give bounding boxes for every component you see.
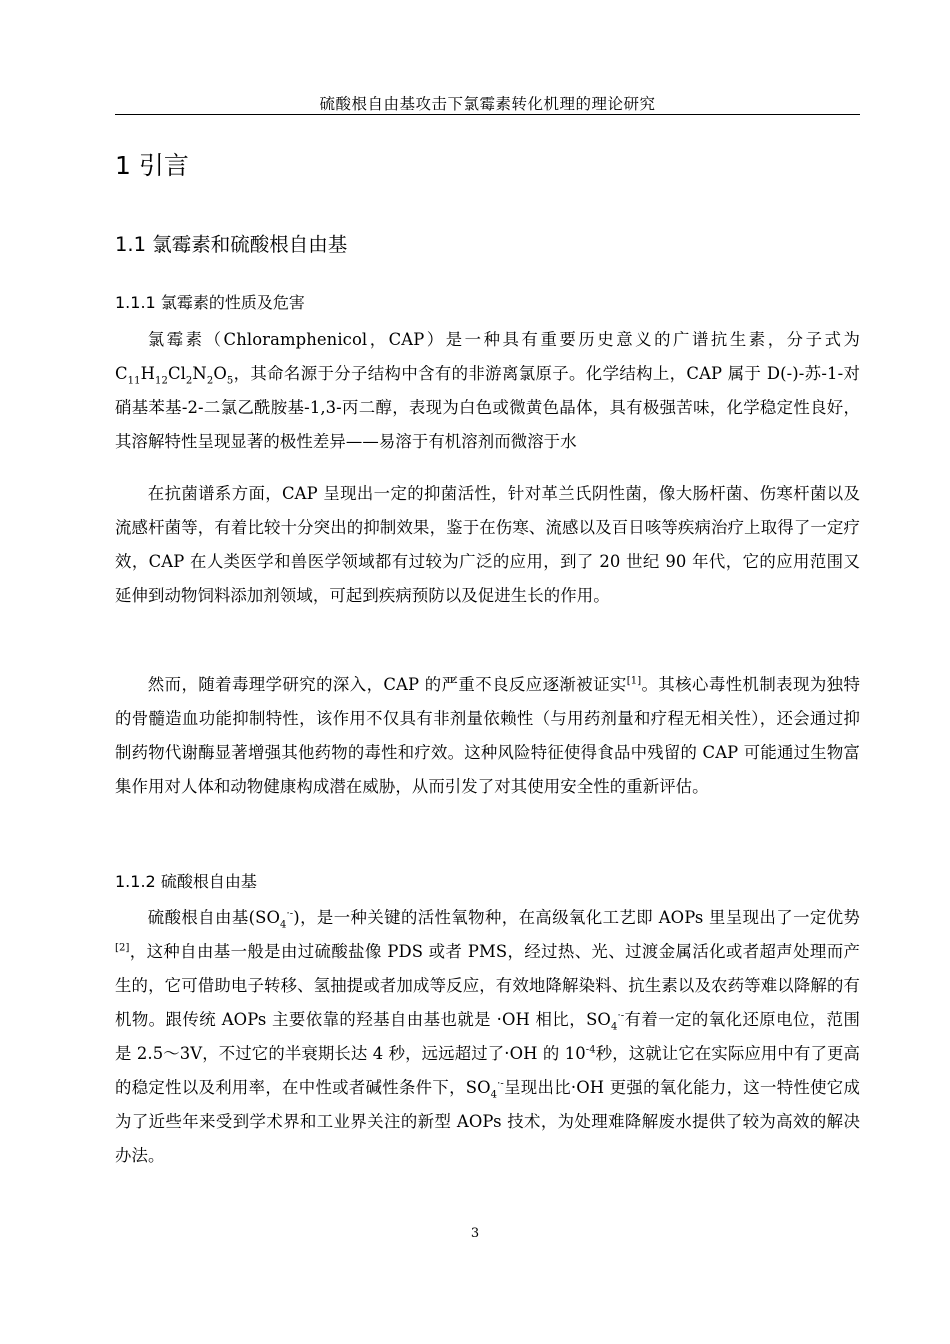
formula-sub: 2	[206, 375, 214, 387]
superscript: -4	[585, 1044, 596, 1056]
subscript: 4	[490, 1089, 498, 1101]
text-run: 呈现出比·OH 更强的氧化能力，这一特性使它成为了近些年来受到学术界和工业界关注的新型 AOPs 技术，为处理难降解废水提供了较为高效的解决办法。	[115, 1078, 861, 1165]
subsection-title: 氯霉素的性质及危害	[160, 293, 305, 312]
citation-ref[interactable]: [1]	[626, 675, 642, 687]
text-run: 有着一定的氧化还原电位，范围是 2.5～3V，不过它的半衰期长达 4 秒，远远超过了·OH 的 10	[115, 1010, 860, 1063]
paragraph-sulfate-radical	[115, 901, 860, 1173]
superscript: ·-	[617, 1010, 625, 1022]
header-rule	[115, 114, 860, 115]
subscript: 4	[280, 919, 287, 931]
superscript: ·-	[497, 1078, 504, 1090]
formula-sub: 5	[226, 375, 234, 387]
text-run: )，是一种关键的活性氧物种，在高级氧化工艺即 AOPs 里呈现出了一定优势	[293, 908, 860, 927]
text-run: 氯霉素（Chloramphenicol，CAP）是一种具有重要历史意义的广谱抗生素，分子式为	[147, 330, 860, 349]
formula-cl: Cl	[167, 364, 186, 383]
chapter-heading	[115, 146, 189, 182]
text-run: 秒，这就让它在实际应用中有了更高的稳定性以及利用率，在中性或者碱性条件下，SO	[115, 1044, 860, 1097]
paragraph-cap-properties	[115, 323, 860, 459]
subsection-number: 1.1.2	[115, 872, 156, 891]
formula-sub: 2	[185, 375, 193, 387]
chapter-title: 引言	[138, 151, 189, 180]
formula-n: N	[192, 364, 207, 383]
text-run: ，其命名源于分子结构中含有的非游离氯原子。化学结构上，CAP 属于 D(-)-苏-1-对硝基苯基-2-二氯乙酰胺基-1,3-丙二醇，表现为白色或微黄色晶体，具有极强苦味，化学稳定性良好，其溶解特性呈现显著的极性差异——易溶于有机溶剂而微溶于水	[115, 364, 860, 451]
formula-h: H	[140, 364, 155, 383]
paragraph-antibacterial-spectrum: 在抗菌谱系方面，CAP 呈现出一定的抑菌活性，针对革兰氏阴性菌，像大肠杆菌、伤寒杆菌以及流感杆菌等，有着比较十分突出的抑制效果，鉴于在伤寒、流感以及百日咳等疾病治疗上取得了一定疗效，CAP 在人类医学和兽医学领域都有过较为广泛的应用，到了 20 世纪 90 年代，它的应用范围又延伸到动物饲料添加剂领域，可起到疾病预防以及促进生长的作用。	[115, 484, 860, 605]
running-header: 硫酸根自由基攻击下氯霉素转化机理的理论研究	[319, 95, 656, 113]
section-heading	[115, 229, 347, 257]
section-title: 氯霉素和硫酸根自由基	[152, 233, 348, 256]
citation-ref[interactable]: [2]	[115, 942, 130, 954]
formula-o: O	[213, 364, 227, 383]
superscript: ·-	[286, 908, 294, 920]
molecular-formula	[115, 364, 234, 387]
subsection-number: 1.1.1	[115, 293, 156, 312]
text-run: 。其核心毒性机制表现为独特的骨髓造血功能抑制特性，该作用不仅具有非剂量依赖性（与用药剂量和疗程无相关性），还会通过抑制药物代谢酶显著增强其他药物的毒性和疗效。这种风险特征使得食品中残留的 CAP 可能通过生物富集作用对人体和动物健康构成潜在威胁，从而引发了对其使用安全性的重新评估。	[115, 675, 860, 796]
subscript: 4	[610, 1021, 618, 1033]
subsection-title: 硫酸根自由基	[160, 872, 257, 891]
text-run: ，这种自由基一般是由过硫酸盐像 PDS 或者 PMS，经过热、光、过渡金属活化或者超声处理而产生的，它可借助电子转移、氢抽提或者加成等反应，有效地降解染料、抗生素以及农药等难以降解的有机物。跟传统 AOPs 主要依靠的羟基自由基也就是 ·OH 相比，SO	[115, 942, 860, 1029]
chapter-number: 1	[115, 151, 131, 180]
section-number: 1.1	[115, 233, 147, 256]
text-run: 硫酸根自由基(SO	[147, 908, 281, 927]
paragraph-toxicity	[115, 668, 860, 804]
formula-sub: 11	[127, 375, 141, 387]
subsection-heading-1	[115, 290, 305, 313]
page-number: 3	[470, 1226, 480, 1241]
formula-sub: 12	[155, 375, 168, 387]
subsection-heading-2	[115, 869, 257, 892]
formula-c: C	[115, 364, 128, 383]
text-run: 然而，随着毒理学研究的深入，CAP 的严重不良反应逐渐被证实	[147, 675, 627, 694]
